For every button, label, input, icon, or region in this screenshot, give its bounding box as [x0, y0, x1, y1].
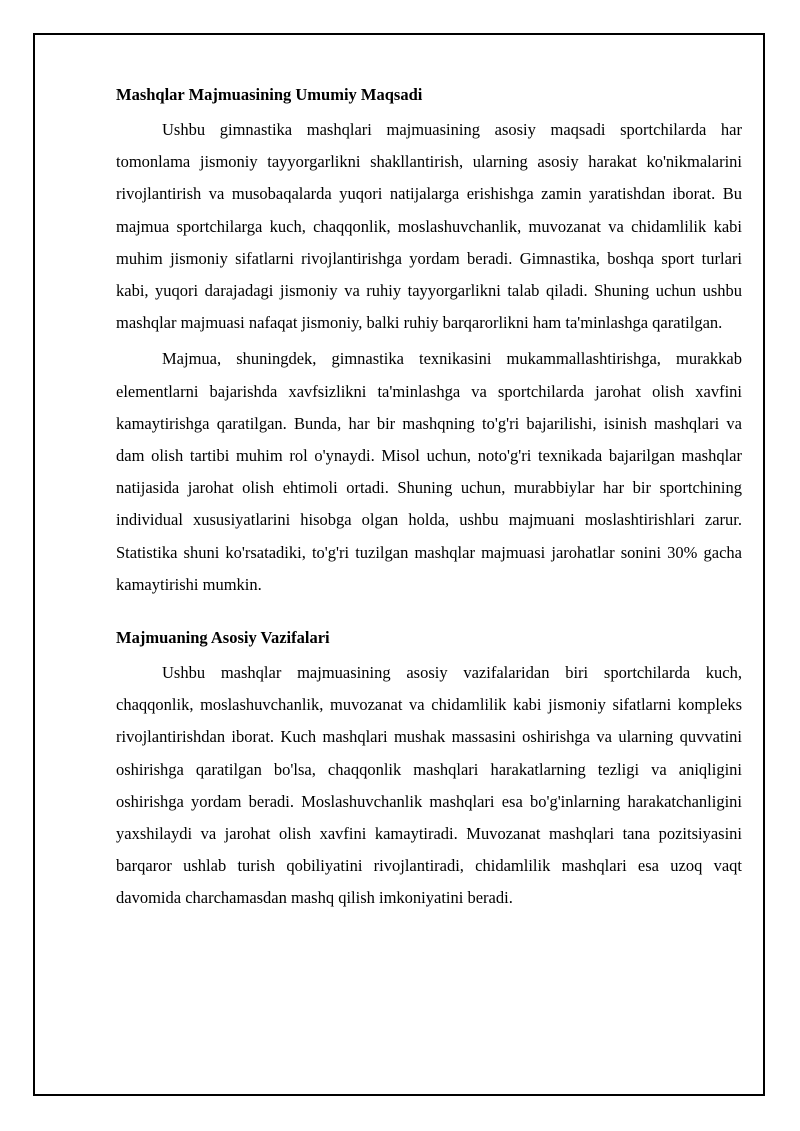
paragraph-1: Ushbu gimnastika mashqlari majmuasining asosiy maqsadi sportchilarda har tomonlama jismoniy tayyorgarlikni shakllantirish, ularning asosiy harakat ko'nikmalarini rivojlantirish va musobaqalarda yuqori natijalarga erishishga zamin yaratishdan iborat. Bu majmua sportchilarga kuch, chaqqonlik, moslashuvchanlik, muvozanat va chidamlilik kabi muhim jismoniy sifatlarni rivojlantirishga yordam beradi. Gimnastika, boshqa sport turlari kabi, yuqori darajadagi jismoniy va ruhiy tayyorgarlikni talab qiladi. Shuning uchun ushbu mashqlar majmuasi nafaqat jismoniy, balki ruhiy barqarorlikni ham ta'minlashga qaratilgan.: [116, 120, 742, 333]
paragraph-3: Ushbu mashqlar majmuasining asosiy vazifalaridan biri sportchilarda kuch, chaqqonlik, moslashuvchanlik, muvozanat va chidamlilik kabi jismoniy sifatlarni kompleks rivojlantirishdan iborat. Kuch mashqlari mushak massasini oshirishga va ularning quvvatini oshirishga qaratilgan bo'lsa, chaqqonlik mashqlari harakatlarning tezligi va aniqligini oshirishga yordam beradi. Moslashuvchanlik mashqlari esa bo'g'inlarning harakatchanligini yaxshilaydi va jarohat olish xavfini kamaytiradi. Muvozanat mashqlari tana pozitsiyasini barqaror ushlab turish qobiliyatini rivojlantiradi, chidamlilik mashqlari esa uzoq vaqt davomida charchamasdan mashq qilish imkoniyatini beradi.: [116, 663, 742, 908]
section-heading-umumiy-maqsad: Mashqlar Majmuasining Umumiy Maqsadi: [116, 85, 423, 104]
document-body: [116, 84, 742, 919]
paragraph-2: Majmua, shuningdek, gimnastika texnikasini mukammallashtirishga, murakkab elementlarni bajarishda xavfsizlikni ta'minlashga va sportchilarda jarohat olish xavfini kamaytirishga qaratilgan. Bunda, har bir mashqning to'g'ri bajarilishi, isinish mashqlari va dam olish tartibi muhim rol o'ynaydi. Misol uchun, noto'g'ri texnikada bajarilgan mashqlar natijasida jarohat olish ehtimoli ortadi. Shuning uchun, murabbiylar har bir sportchining individual xususiyatlarini hisobga olgan holda, ushbu majmuani moslashtirishlari zarur. Statistika shuni ko'rsatadiki, to'g'ri tuzilgan mashqlar majmuasi jarohatlar sonini 30% gacha kamaytirishi mumkin.: [116, 349, 742, 594]
section-heading-asosiy-vazifalar: Majmuaning Asosiy Vazifalari: [116, 628, 330, 648]
